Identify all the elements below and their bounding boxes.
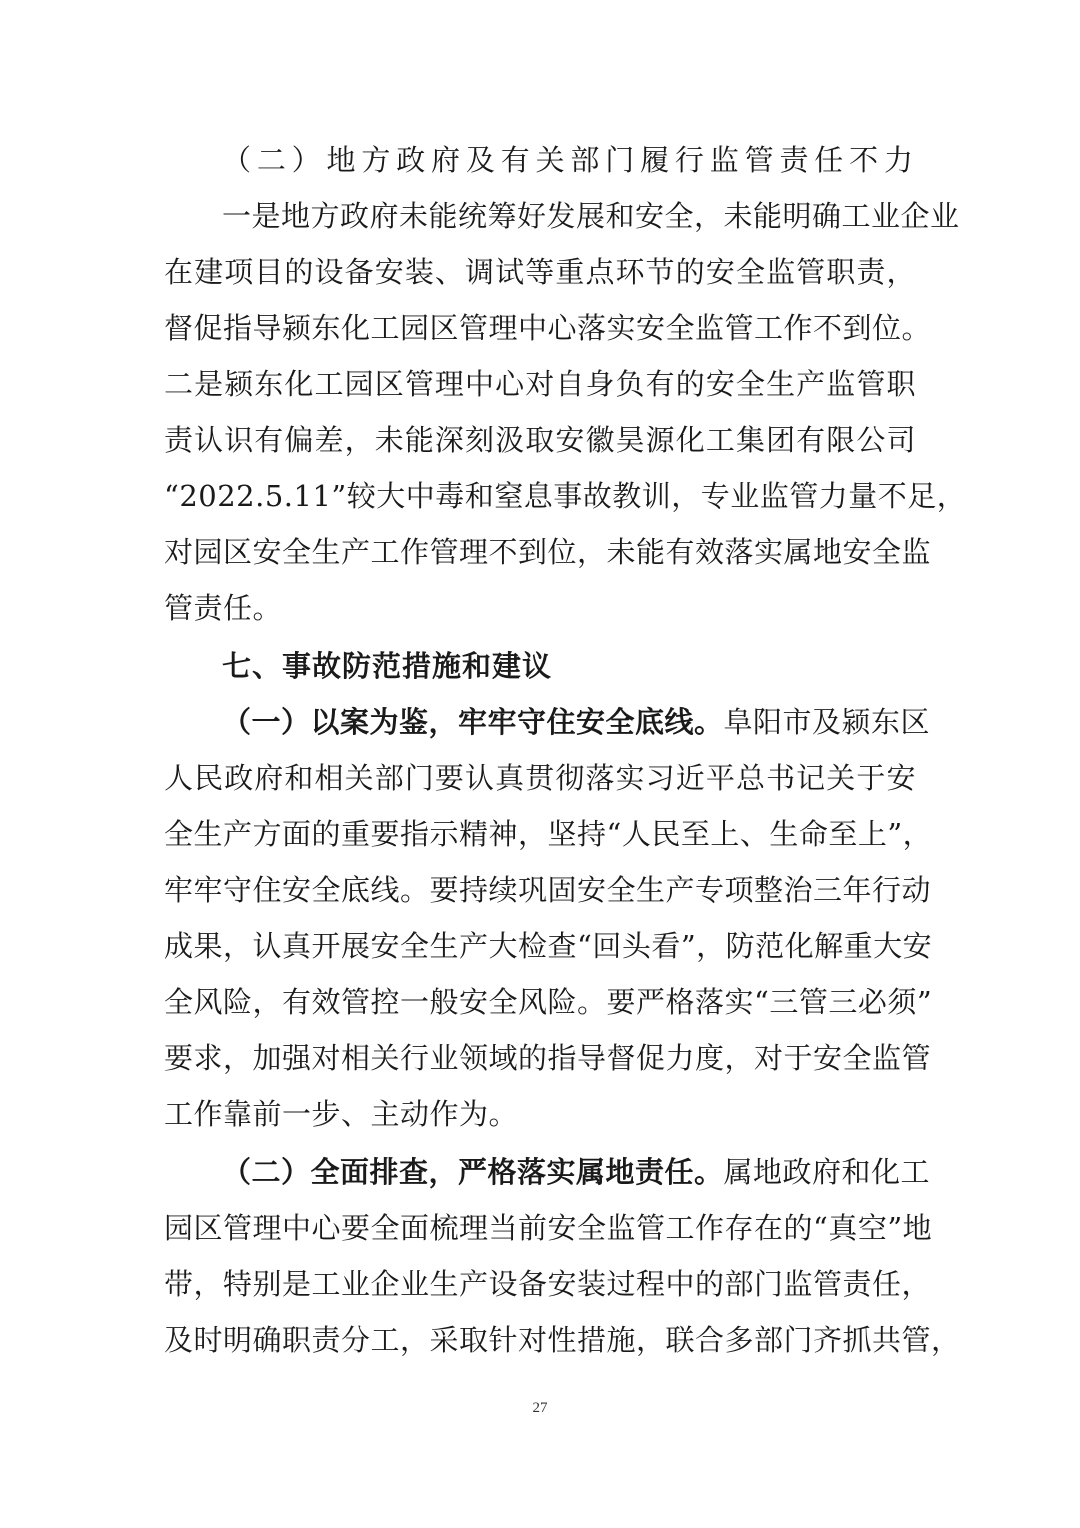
paragraph-line: 二是颍东化工园区管理中心对自身负有的安全生产监管职 (164, 367, 916, 401)
paragraph-line: 对园区安全生产工作管理不到位，未能有效落实属地安全监 (164, 535, 932, 569)
paragraph-line: 在建项目的设备安装、调试等重点环节的安全监管职责， (164, 255, 916, 289)
paragraph-line: 全生产方面的重要指示精神，坚持“人民至上、生命至上”， (164, 817, 933, 851)
section-heading-7: 七、事故防范措施和建议 (222, 649, 553, 683)
measure-2-line (222, 1152, 931, 1208)
measure-2-title: （二）全面排查，严格落实属地责任。 (222, 1155, 724, 1189)
paragraph-line: “2022.5.11”较大中毒和窒息事故教训，专业监管力量不足， (164, 479, 967, 513)
page-number: 27 (532, 1400, 548, 1416)
paragraph-line: 工作靠前一步、主动作为。 (164, 1097, 519, 1131)
measure-1-line (222, 702, 931, 758)
paragraph-line: 要求，加强对相关行业领域的指导督促力度，对于安全监管 (164, 1041, 932, 1075)
paragraph-line: 成果，认真开展安全生产大检查“回头看”，防范化解重大安 (164, 929, 933, 963)
paragraph-line: 一是地方政府未能统筹好发展和安全，未能明确工业企业 (222, 199, 960, 233)
paragraph-line: 全风险，有效管控一般安全风险。要严格落实“三管三必须” (164, 985, 933, 1019)
measure-1-text: 阜阳市及颍东区 (723, 705, 931, 739)
paragraph-line: 带，特别是工业企业生产设备安装过程中的部门监管责任， (164, 1267, 932, 1301)
paragraph-line: 人民政府和相关部门要认真贯彻落实习近平总书记关于安 (164, 761, 916, 795)
paragraph-line: 园区管理中心要全面梳理当前安全监管工作存在的“真空”地 (164, 1211, 933, 1245)
subsection-heading-2: （二）地方政府及有关部门履行监管责任不力 (222, 143, 916, 177)
paragraph-line: 责认识有偏差，未能深刻汲取安徽昊源化工集团有限公司 (164, 423, 916, 457)
paragraph-line: 督促指导颍东化工园区管理中心落实安全监管工作不到位。 (164, 311, 932, 345)
paragraph-line: 及时明确职责分工，采取针对性措施，联合多部门齐抓共管， (164, 1323, 961, 1357)
paragraph-line: 管责任。 (164, 591, 283, 625)
measure-2-text: 属地政府和化工 (723, 1155, 931, 1189)
paragraph-line: 牢牢守住安全底线。要持续巩固安全生产专项整治三年行动 (164, 873, 932, 907)
measure-1-title: （一）以案为鉴，牢牢守住安全底线。 (222, 705, 724, 739)
